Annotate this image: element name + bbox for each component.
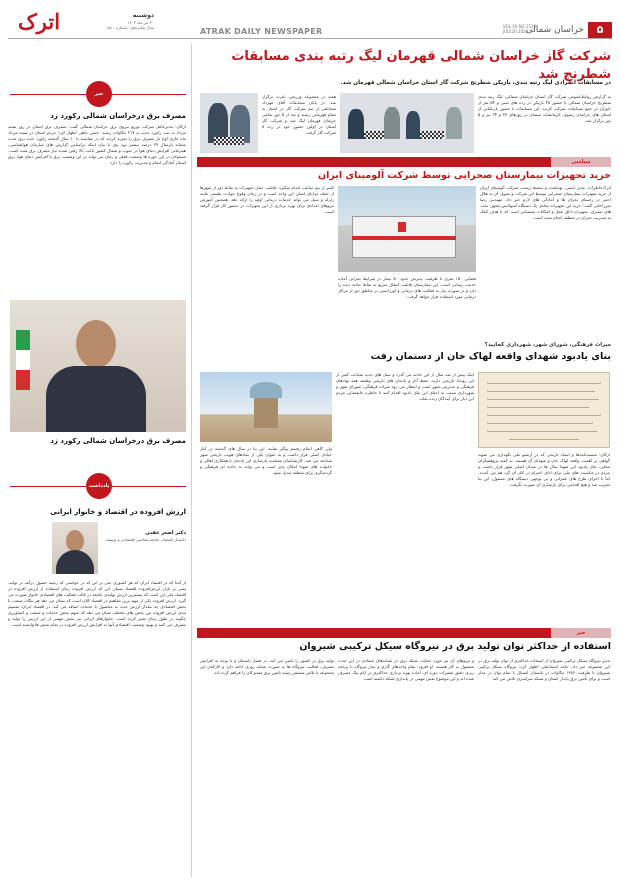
lead-body-left: هفته در مجموعه ورزشی عترت برگزار شد. در پایان مسابقات آقای مهرداد شجاعتی از تیم شرکت گاز در امتیاز به مقام قهرمانی رسید و بعد از ۵ دور تمامی حریفان قهرمان لیگ شد و شرکت گاز استان در اولین حضور خود در رده ۸ شرکت گاز گرفت.	[262, 94, 336, 135]
note-rule-left	[10, 486, 86, 487]
column-divider	[191, 44, 192, 877]
official-portrait	[10, 300, 186, 432]
weekday: دوشنبه	[132, 12, 154, 19]
section-tag-siasi: سیاسی	[551, 157, 611, 167]
logo-text: اترک	[17, 9, 61, 34]
chess-photo-main	[340, 93, 474, 153]
author-name: دکتر اصغر عقبی	[145, 530, 186, 536]
section-bar	[197, 157, 551, 167]
monument-photo	[200, 372, 332, 442]
chess-photo-side	[200, 93, 258, 153]
story-value-title: ارزش افزوده در اقتصاد و خانوار ایرانی	[50, 508, 186, 516]
note-badge: یادداشت	[86, 473, 112, 499]
khabar-rule-left	[10, 94, 86, 95]
masthead	[0, 0, 620, 40]
khabar-badge: خبر	[86, 81, 112, 107]
hospital-body-right: اترک‌خاطرات: مدیر ایمنی، بهداشت و محیط زیست شرکت آلومینای ایران از خرید تجهیزات بیمارستان صحرایی توسط این شرکت و تحویل آن به هلال احمر در راستای بحران ها و آمادگی های لازم خبر داد. مهندس رضا میرزاجانی گفت: خرید این تجهیزات شامل یک دستگاه آمبولانس مجهز، تخت های بستری، تجهیزات اتاق عمل و امکانات پشتیبانی است که با هدف کمک به مدیریت بحران در منطقه انجام شده است.	[480, 185, 611, 220]
ambulance-stripe	[352, 236, 456, 240]
powerplant-body-left: تولید برق در کشور را تامین می کند. در فصل تابستان و با توجه به افزایش مصرف، فعالیت نیروگاه ها به صورت شبانه روزی ادامه دارد و کارکنان این مجموعه با تلاش مستمر زمینه تامین برق مشترکان را فراهم کرده اند.	[200, 658, 334, 675]
iran-flag	[16, 330, 30, 390]
section-tag-khabar: خبر	[551, 628, 611, 638]
culture-body-left: ولی گاهی انجام رفتنیم پیگیر نمایند. این بنا در سال های گذشته در کنار خیابان اصلی قرار داشت و به عنوان یکی از نمادهای هویت تاریخی شهر شناخته می شد. کارشناسان معتقدند بازسازی این یادمان با همکاری اهالی و خانواده های شهدا امکان پذیر است و می تواند به جاذبه ای فرهنگی و گردشگری برای منطقه تبدیل شود.	[200, 446, 332, 475]
powerplant-body-mid: و نیروهای آن نیز مورد حمایت شبکه برق در شبانه‌های متمادی در این مدت مشغول به کار هستند. او افزود: تمام واحدهای گازی و بخار نیروگاه با برنامه ریزی دقیق تعمیرات دوره ای، آماده بهره برداری حداکثری در ایام پیک مصرف شده اند و این موضوع نقش مهمی در پایداری شبکه داشته است.	[338, 658, 474, 681]
hospital-body-left: کمتر از نیم ساعت انجام میگیرد. قابلیت حمل تجهیزات به نقاط دور از شهرها از جمله مزایای اصلی این واحد است و در زمان وقوع حوادث طبیعی مانند زلزله و سیل می تواند خدمات درمانی اولیه را ارائه دهد. همچنین آموزش نیروهای امدادی برای بهره برداری از این تجهیزات در دستور کار قرار گرفته است.	[200, 185, 334, 214]
story-power-body: ارکان: مدیرعامل شرکت توزیع نیروی برق خراسان شمالی گفت: مصرف برق استان در روز شنبه مرداد به ثبت رکورد جدید به ۲۱۷ مگاوات رسید. حسن چاهی اظهار کرد: مردم استان در شنبه مرداد ماه جاری اوج بار مصرف برق را تجربه کردند که در مقایسه با ۱۰ سال گذشته رکورد جدید برق مدت مشابه پارسال ۲۷ درصد بیشتر بود. وی با بیان اینکه براساس گزارش های سازمان هواشناسی، همزمانی افزایش دمای هوا در جنوب و شمال کشور باعث بالا رفتن شدید نیاز مصرف برق شده است. مسئولان در این حوزه ها وضعیت فعلی و زمان می تواند در این وضعیت برق با افزایش دمای هوا، برق استان آمادگی اتمام و مدیریت رکورد را دارد.	[8, 124, 186, 165]
ambulance-photo	[338, 186, 476, 272]
header-divider	[8, 38, 612, 39]
culture-body-mid: اینک بیش از صد سال از این حادثه می گذرد و نسل های جدید شناخت کمی از این رویداد تاریخی دارند. حفظ آثار و یادمان های تاریخی وظیفه همه نهادهای فرهنگی و مدیریتی شهر است و انتظار می رود میراث فرهنگی، شورای شهر و شهرداری نسبت به احیای این بنای یادبود اقدام کنند تا خاطره جانفشانی مردم این دیار برای آیندگان زنده بماند.	[336, 372, 474, 401]
issue-line: سال شانزدهم - شماره ۱۵۱۰	[106, 25, 154, 31]
culture-kicker: میراث فرهنگی، شورای شهر، شهرداری کجایید؟	[484, 342, 611, 348]
author-photo	[52, 522, 98, 574]
page-number: ۵	[588, 22, 612, 38]
volume-info	[503, 24, 536, 34]
note-rule-right	[112, 486, 186, 487]
chessboard	[420, 131, 444, 139]
author-info	[104, 530, 186, 542]
culture-body-right: ارکان: مستند‌نامه‌ها و اسناد تاریخی که در آرشیو ملی نگهداری می شوند گواهی بر اهمیت واقعه لهاک خان و شهدای آن هستند. به گفته پژوهشگران محلی، بنای یادبود این شهدا سال ها در میدان اصلی شهر قرار داشت و مردم در مناسبت های ملی برای ادای احترام در کنار آن گرد هم می آمدند. اما با اجرای طرح های عمرانی و بی توجهی دستگاه های مسئول، این بنا تخریب شد و هیچ اقدامی برای بازسازی آن صورت نگرفت.	[478, 452, 610, 487]
lead-headline: شرکت گاز خراسان شمالی قهرمان لیگ رتبه بندی مسابقات شطرنج شد	[231, 49, 611, 82]
lead-body-right: به گزارش روابط‌عمومی شرکت گاز استان خراسان شمالی، لیگ رتبه بندی شطرنج خراسان شمالی با حضور ۴۸ بازیکن در رده های سنی و ۵۴ نفر از داوران در جمع مسابقات شرکت کردند. این مسابقات با حضور بازیکنانی از استان های خراسان رضوی، کرمانشاه، سمنان در روزهای ۲۳ و ۲۴ تیر و ۵ دور برگزار شد.	[478, 94, 611, 123]
author-suit	[56, 550, 94, 574]
culture-headline: بنای یادبود شهدای واقعه لهاک خان از دستمان رفت	[370, 351, 611, 362]
player	[406, 111, 420, 139]
historic-document-photo	[478, 372, 610, 448]
section-bar-bottom	[197, 628, 551, 638]
story-value-body: از آنجا که در اقتصاد ایران که هر کشوری حتی بر این که در جوامعی که زمینه حصول درآمد در تولید، یعنی بر بازار ارزش‌افزوده اقتصاد بسیار، این که ارزش افزوده زمان استفاده از ارزش افزوده در اقتصاد ملی این است که بیشترین ارزش تولیدی جامعه در قالب فعالیت های اقتصادی خانوار صورت می گیرد. ارزش افزوده یکی از مهم ترین مفاهیم در اقتصاد کلان است که نشان می دهد هر بنگاه، صنعت یا بخش اقتصادی چه مقدار ارزش جدید به محصول یا خدمات اضافه می کند. در اقتصاد ایران، تقسیم بندی ارزش افزوده بین بخش های مختلف نشان می دهد که سهم بخش خدمات و صنعت و کشاورزی چگونه در طول زمان تغییر کرده است. خانوارهای ایرانی نیز بخش مهمی از این ارزش را تولید و مصرف می کنند و بهبود وضعیت اقتصادی آنها به افزایش ارزش افزوده در تمام بخش ها وابسته است.	[8, 580, 186, 627]
date-block	[72, 12, 154, 31]
logo	[10, 8, 68, 36]
monument-dome	[250, 382, 282, 398]
date-line: ۳۰ تیر ماه ۱۴۰۳	[127, 20, 154, 26]
volume-number: VOL.16.NO.1510	[502, 24, 536, 29]
issue-date: JULY.20.2024	[502, 29, 529, 34]
player	[384, 107, 400, 139]
author-role: دانشیار اقتصاد، جامعه شناسی اقتصادی و توسعه	[105, 536, 186, 542]
player	[348, 109, 364, 139]
hospital-body-mid: فضایی ۱۵۰ متری با ظرفیت پذیرش حدود ۵۰ بیمار در شرایط بحرانی آماده خدمت رسانی است. این بیمارستان قابلیت انتقال سریع به نقاط حادثه دیده را دارد و در صورت نیاز به فعالیت های درمانی و اورژانسی در مناطق دور از مراکز درمانی مورد استفاده قرار خواهد گرفت.	[338, 276, 476, 299]
monument-tower	[254, 394, 278, 428]
chessboard	[214, 137, 244, 145]
powerplant-headline: استفاده از حداکثر توان تولید برق در نیروگاه سیکل ترکیبی شیروان	[299, 641, 611, 652]
khabar-rule-right	[112, 94, 186, 95]
newspaper-name: ATRAK DAILY NEWSPAPER	[200, 27, 323, 36]
portrait-head	[76, 320, 116, 368]
red-cross-icon	[398, 222, 406, 232]
powerplant-body-right: مدیر نیروگاه سیکل ترکیبی شیروان از استفاده حداکثری از توان تولید برق در این مجموعه خبر داد. حامد اسماعیلی اظهار کرد: نیروگاه سیکل ترکیبی شیروان با ظرفیت ۱۳۸۶ مگاوات در تابستان امسال با تمام توان در مدار است و برای تأمین برق پایدار استان و شبکه سراسری تلاش می کند.	[478, 658, 610, 681]
portrait-suit	[46, 366, 146, 432]
lead-subtitle: در مسابقات انفرادی لیگ رتبه بندی، بازیکن شطرنج شرکت گاز استان خراسان شمالی قهرمان شد.	[340, 80, 611, 86]
hospital-headline: خرید تجهیزات بیمارستان صحرایی توسط شرکت آلومینای ایران	[317, 170, 611, 181]
story-power-title: مصرف برق درخراسان شمالی رکورد زد	[50, 112, 186, 120]
player	[446, 107, 462, 139]
story-power-caption: مصرف برق درخراسان شمالی رکورد زد	[50, 437, 186, 445]
author-head	[66, 530, 84, 552]
section-label: خراسان شمالی	[525, 25, 584, 35]
